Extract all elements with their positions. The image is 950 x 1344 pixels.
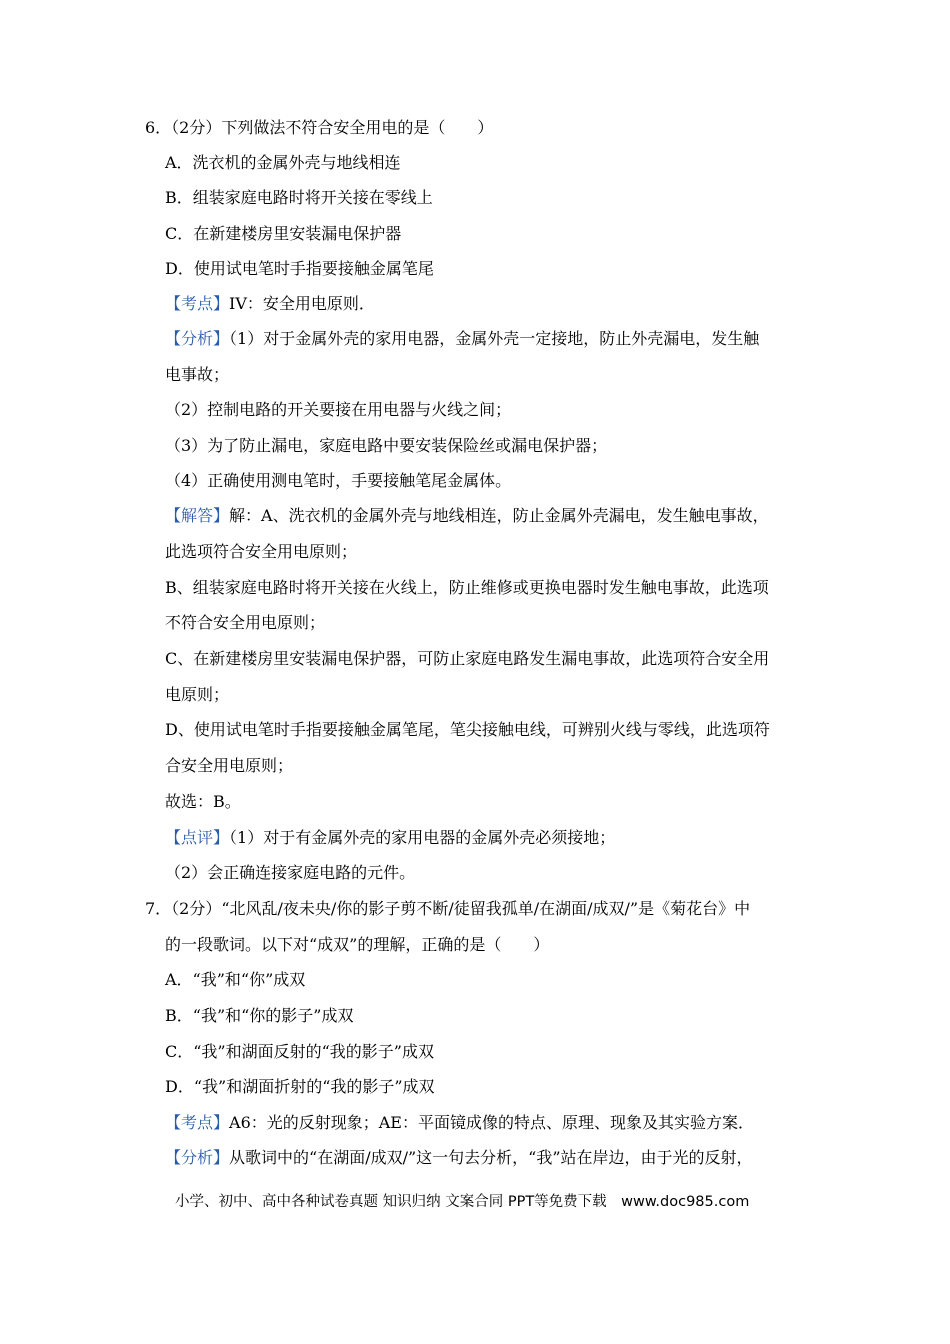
page-footer: 小学、初中、高中各种试卷真题 知识归纳 文案合同 PPT等免费下载 www.doc985.com <box>175 1194 750 1210</box>
q6-option-b: B．组装家庭电路时将开关接在零线上 <box>165 188 433 207</box>
q7-option-a: A．“我”和“你”成双 <box>165 970 306 989</box>
q7-option-d: D．“我”和湖面折射的“我的影子”成双 <box>165 1077 435 1096</box>
jieda-line: 合安全用电原则； <box>165 756 294 775</box>
question-7-stem: 7．（2分）“北风乱/夜未央/你的影子剪不断/徒留我孤单/在湖面/成双/”是《菊花台》中 <box>145 899 751 918</box>
kaodian-tag: 【考点】 <box>165 1113 230 1132</box>
q7-fenxi <box>165 1148 753 1168</box>
fenxi-tag: 【分析】 <box>165 329 230 348</box>
jieda-line: 此选项符合安全用电原则； <box>165 542 358 561</box>
q7-option-b: B．“我”和“你的影子”成双 <box>165 1006 354 1025</box>
fenxi-tag: 【分析】 <box>165 1148 230 1167</box>
kaodian-text: A6：光的反射现象；AE：平面镜成像的特点、原理、现象及其实验方案． <box>229 1113 754 1132</box>
q6-fenxi <box>165 329 759 349</box>
dianping-line: （1）对于有金属外壳的家用电器的金属外壳必须接地； <box>229 828 616 847</box>
dianping-line: （2）会正确连接家庭电路的元件。 <box>165 863 416 882</box>
dianping-tag: 【点评】 <box>165 828 230 847</box>
jieda-line: 不符合安全用电原则； <box>165 613 326 632</box>
q6-option-a: A．洗衣机的金属外壳与地线相连 <box>165 153 401 172</box>
q6-kaodian <box>165 294 375 314</box>
q6-jieda <box>165 506 769 526</box>
q6-option-c: C．在新建楼房里安装漏电保护器 <box>165 224 402 243</box>
fenxi-line: （4）正确使用测电笔时，手要接触笔尾金属体。 <box>165 471 512 490</box>
jieda-line: B、组装家庭电路时将开关接在火线上，防止维修或更换电器时发生触电事故，此选项 <box>165 578 769 597</box>
jieda-line: 电原则； <box>165 685 230 704</box>
jieda-line: 解：A、洗衣机的金属外壳与地线相连，防止金属外壳漏电，发生触电事故， <box>229 506 769 525</box>
jieda-tag: 【解答】 <box>165 506 230 525</box>
jieda-line: D、使用试电笔时手指要接触金属笔尾，笔尖接触电线，可辨别火线与零线，此选项符 <box>165 720 770 739</box>
kaodian-text: IV：安全用电原则． <box>229 294 375 313</box>
jieda-line: C、在新建楼房里安装漏电保护器，可防止家庭电路发生漏电事故，此选项符合安全用 <box>165 649 770 668</box>
q7-kaodian <box>165 1113 754 1133</box>
fenxi-line: 电事故； <box>165 365 230 384</box>
question-7-stem: 的一段歌词。以下对“成双”的理解，正确的是（ ） <box>165 935 550 954</box>
jieda-line: 故选：B。 <box>165 792 241 811</box>
question-6-stem: 6．（2分）下列做法不符合安全用电的是（ ） <box>145 118 494 137</box>
kaodian-tag: 【考点】 <box>165 294 230 313</box>
q7-option-c: C．“我”和湖面反射的“我的影子”成双 <box>165 1042 434 1061</box>
q6-option-d: D．使用试电笔时手指要接触金属笔尾 <box>165 259 434 278</box>
fenxi-line: （1）对于金属外壳的家用电器，金属外壳一定接地，防止外壳漏电，发生触 <box>229 329 760 348</box>
q6-dianping <box>165 828 615 848</box>
fenxi-line: （2）控制电路的开关要接在用电器与火线之间； <box>165 400 512 419</box>
fenxi-line: （3）为了防止漏电，家庭电路中要安装保险丝或漏电保护器； <box>165 436 608 455</box>
fenxi-line: 从歌词中的“在湖面/成双/”这一句去分析，“我”站在岸边，由于光的反射， <box>229 1148 753 1167</box>
